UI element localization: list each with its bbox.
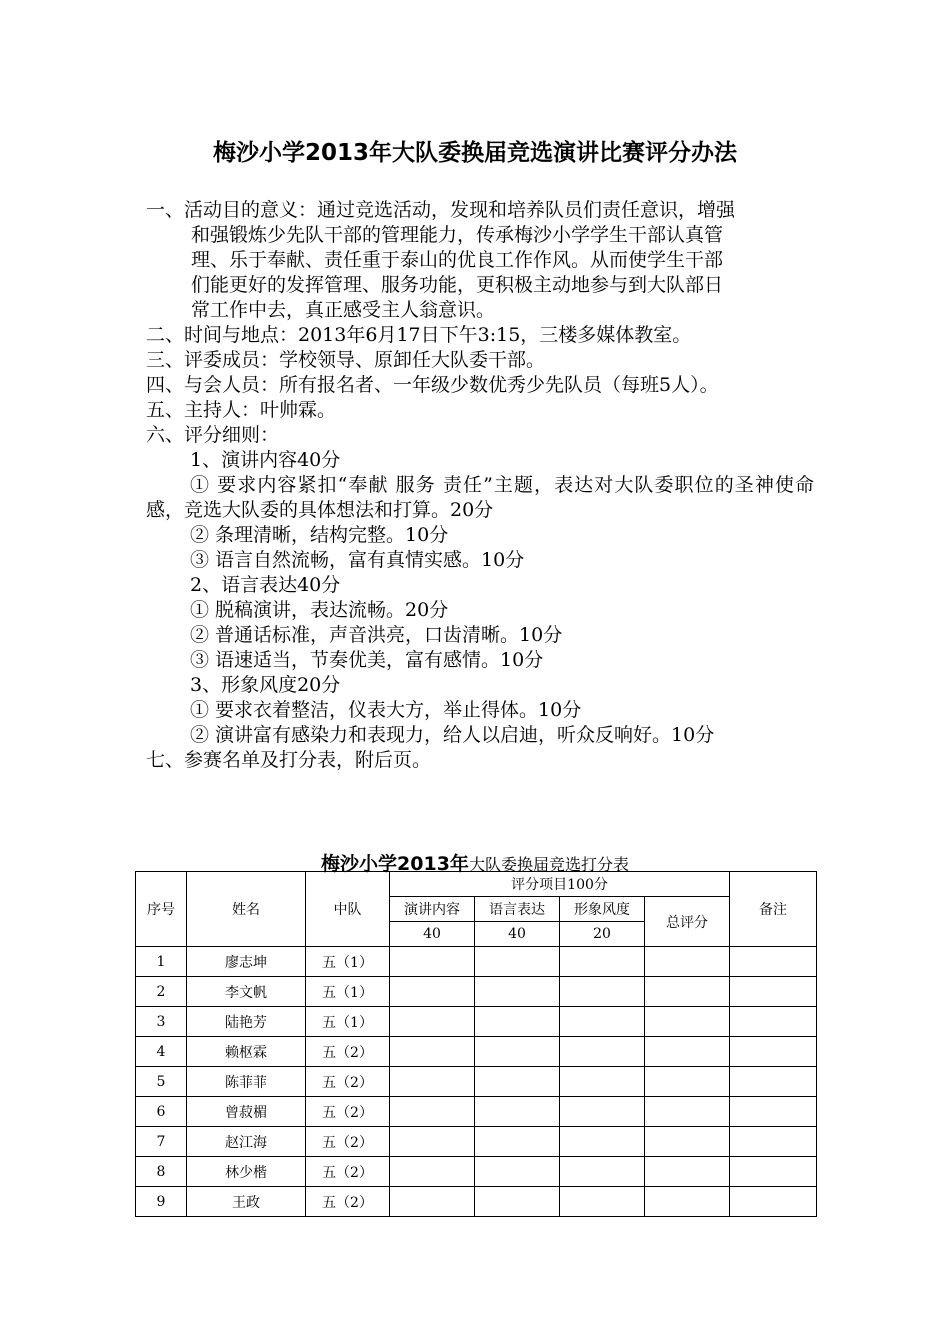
table-row [136,1127,817,1157]
cell-language-score[interactable] [475,977,560,1007]
section-scoring-rules: 六、评分细则： [146,424,280,446]
cell-speech-score[interactable] [390,1067,475,1097]
section-judges: 三、评委成员：学校领导、原卸任大队委干部。 [146,349,546,371]
header-language: 语言表达 [475,897,560,922]
score-sheet-title-bold: 梅沙小学2013年 [321,853,469,875]
cell-image-score[interactable] [560,1157,645,1187]
cell-speech-score[interactable] [390,1187,475,1217]
row-name: 林少楷 [187,1157,306,1187]
cell-remarks[interactable] [730,1187,817,1217]
document-body [146,198,814,773]
cell-language-score[interactable] [475,1037,560,1067]
section-purpose-line-2: 和强锻炼少先队干部的管理能力，传承梅沙小学学生干部认真管 [191,224,724,246]
row-no: 8 [136,1157,187,1187]
cell-speech-score[interactable] [390,1097,475,1127]
cell-image-score[interactable] [560,1037,645,1067]
header-image: 形象风度 [560,897,645,922]
row-name: 陆艳芳 [187,1007,306,1037]
header-speech: 演讲内容 [390,897,475,922]
rule-2-item-3: ③ 语速适当，节奏优美，富有感情。10分 [190,649,544,671]
cell-speech-score[interactable] [390,1127,475,1157]
row-squad: 五（2） [306,1037,390,1067]
row-squad: 五（1） [306,977,390,1007]
cell-language-score[interactable] [475,1157,560,1187]
score-sheet-table [135,871,817,1217]
row-squad: 五（2） [306,1127,390,1157]
cell-image-score[interactable] [560,1187,645,1217]
section-time-place: 二、时间与地点：2013年6月17日下午3:15，三楼多媒体教室。 [146,324,692,346]
row-squad: 五（2） [306,1067,390,1097]
cell-language-score[interactable] [475,1187,560,1217]
rule-1-title: 1、演讲内容40分 [190,449,341,471]
cell-speech-score[interactable] [390,947,475,977]
row-name: 赵江海 [187,1127,306,1157]
header-squad: 中队 [306,872,390,947]
header-no: 序号 [136,872,187,947]
cell-total-score[interactable] [645,1007,730,1037]
cell-image-score[interactable] [560,1067,645,1097]
header-items-group: 评分项目100分 [390,872,730,897]
row-no: 5 [136,1067,187,1097]
row-squad: 五（1） [306,1007,390,1037]
header-image-points: 20 [560,922,645,947]
section-purpose-line-4: 们能更好的发挥管理、服务功能，更积极主动地参与到大队部日 [191,274,724,296]
cell-language-score[interactable] [475,1007,560,1037]
cell-image-score[interactable] [560,1127,645,1157]
section-purpose [146,198,814,323]
cell-speech-score[interactable] [390,977,475,1007]
header-total: 总评分 [645,897,730,947]
row-squad: 五（2） [306,1157,390,1187]
row-name: 廖志坤 [187,947,306,977]
rule-1-item-2: ② 条理清晰，结构完整。10分 [190,524,449,546]
row-no: 6 [136,1097,187,1127]
rule-3-item-2: ② 演讲富有感染力和表现力，给人以启迪，听众反响好。10分 [190,724,715,746]
cell-language-score[interactable] [475,1067,560,1097]
row-no: 1 [136,947,187,977]
section-purpose-line-3: 理、乐于奉献、责任重于泰山的优良工作作风。从而使学生干部 [191,249,724,271]
section-host: 五、主持人：叶帅霖。 [146,399,337,421]
row-no: 2 [136,977,187,1007]
rule-2-item-2: ② 普通话标准，声音洪亮，口齿清晰。10分 [190,624,563,646]
cell-language-score[interactable] [475,1127,560,1157]
row-squad: 五（2） [306,1187,390,1217]
section-purpose-line-5: 常工作中去，真正感受主人翁意识。 [191,299,496,321]
table-row [136,1007,817,1037]
cell-image-score[interactable] [560,1097,645,1127]
row-name: 王政 [187,1187,306,1217]
rule-3-title: 3、形象风度20分 [190,674,341,696]
rule-2-item-1: ① 脱稿演讲，表达流畅。20分 [190,599,449,621]
cell-remarks[interactable] [730,977,817,1007]
table-row [136,1067,817,1097]
cell-remarks[interactable] [730,1067,817,1097]
rule-1-item-3: ③ 语言自然流畅，富有真情实感。10分 [190,549,525,571]
rule-3-item-1: ① 要求衣着整洁，仪表大方，举止得体。10分 [190,699,582,721]
score-sheet-title-rest: 大队委换届竞选打分表 [468,855,629,874]
row-name: 曾菽楣 [187,1097,306,1127]
row-no: 3 [136,1007,187,1037]
cell-remarks[interactable] [730,1127,817,1157]
rule-2-title: 2、语言表达40分 [190,574,341,596]
row-no: 7 [136,1127,187,1157]
header-name: 姓名 [187,872,306,947]
cell-image-score[interactable] [560,947,645,977]
section-purpose-line-1: 一、活动目的意义：通过竞选活动，发现和培养队员们责任意识，增强 [146,199,736,221]
row-no: 9 [136,1187,187,1217]
row-name: 赖枢霖 [187,1037,306,1067]
row-squad: 五（1） [306,947,390,977]
cell-image-score[interactable] [560,1007,645,1037]
cell-remarks[interactable] [730,1097,817,1127]
row-no: 4 [136,1037,187,1067]
header-remarks: 备注 [730,872,817,947]
cell-speech-score[interactable] [390,1007,475,1037]
cell-speech-score[interactable] [390,1157,475,1187]
header-speech-points: 40 [390,922,475,947]
table-row [136,1187,817,1217]
table-row [136,947,817,977]
row-name: 陈菲菲 [187,1067,306,1097]
cell-total-score[interactable] [645,1037,730,1067]
section-appendix: 七、参赛名单及打分表，附后页。 [146,749,432,771]
cell-language-score[interactable] [475,947,560,977]
document-title: 梅沙小学2013年大队委换届竞选演讲比赛评分办法 [212,140,737,166]
table-row [136,977,817,1007]
cell-total-score[interactable] [645,1187,730,1217]
cell-remarks[interactable] [730,1157,817,1187]
row-name: 李文帆 [187,977,306,1007]
table-row [136,1157,817,1187]
cell-image-score[interactable] [560,977,645,1007]
cell-total-score[interactable] [645,1067,730,1097]
cell-remarks[interactable] [730,947,817,977]
cell-total-score[interactable] [645,947,730,977]
table-row [136,1037,817,1067]
row-squad: 五（2） [306,1097,390,1127]
header-language-points: 40 [475,922,560,947]
cell-speech-score[interactable] [390,1037,475,1067]
rule-1-item-1: ① 要求内容紧扣“奉献 服务 责任”主题，表达对大队委职位的圣神使命感，竞选大队委的具体想法和打算。20分 [146,474,814,521]
cell-total-score[interactable] [645,1127,730,1157]
cell-total-score[interactable] [645,977,730,1007]
cell-remarks[interactable] [730,1037,817,1067]
section-attendees: 四、与会人员：所有报名者、一年级少数优秀少先队员（每班5人）。 [146,374,719,396]
cell-total-score[interactable] [645,1097,730,1127]
cell-remarks[interactable] [730,1007,817,1037]
cell-language-score[interactable] [475,1097,560,1127]
table-row [136,1097,817,1127]
cell-total-score[interactable] [645,1157,730,1187]
